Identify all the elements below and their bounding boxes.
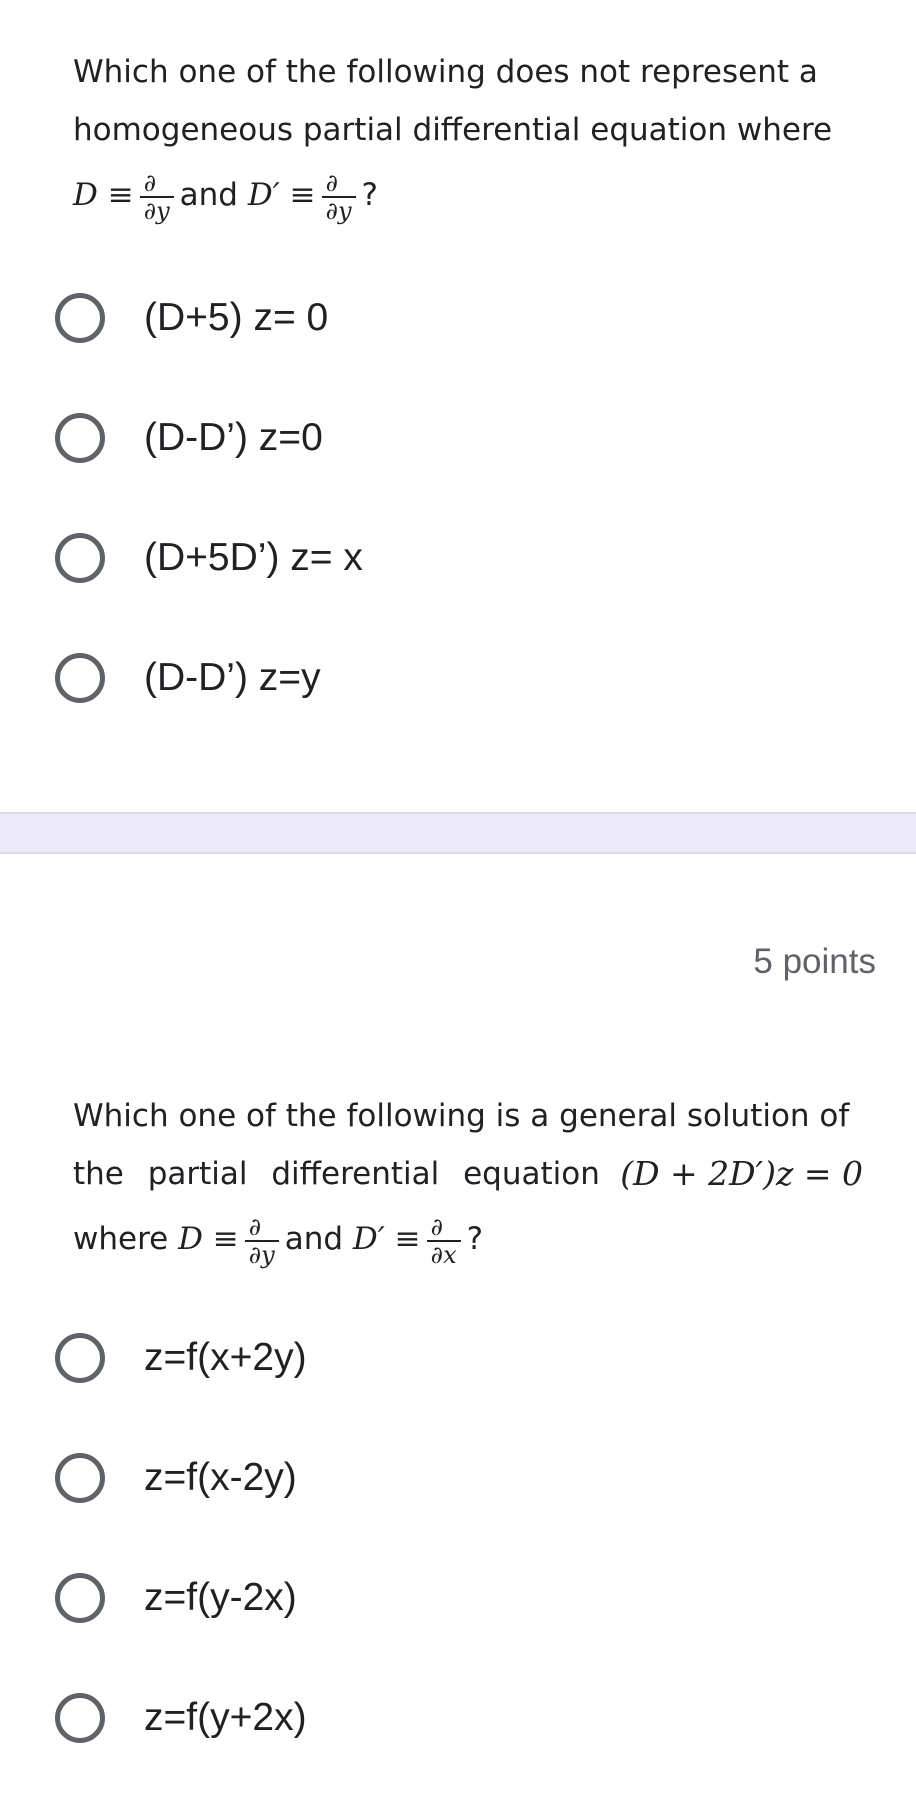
question-2-line-1: Which one of the following is a general solution of [73,1098,850,1134]
d-prime-operator: D′ ≡ [352,1221,421,1257]
option-label: z=f(x+2y) [144,1336,307,1379]
question-2-option-1[interactable] [55,1326,307,1390]
partial-fraction [427,1214,461,1268]
question-1-expression [73,159,859,231]
pde-equation: (D + 2D′)z = 0 [620,1154,863,1193]
fraction-numerator: ∂ [322,170,356,198]
question-2-expression [73,1203,863,1275]
d-prime-operator: D′ ≡ [247,177,316,213]
question-2-option-4[interactable] [55,1686,307,1750]
option-label: z=f(x-2y) [144,1456,297,1499]
radio-button[interactable] [55,1333,105,1383]
question-1-line-1: Which one of the following does not represent a [73,54,818,90]
points-label: 5 points [753,942,876,981]
and-word: and [179,177,238,213]
fraction-denominator: ∂y [248,1240,275,1269]
question-2-option-2[interactable] [55,1446,297,1510]
option-label: z=f(y-2x) [144,1576,297,1619]
question-1-text [73,43,859,231]
option-label: (D+5) z= 0 [144,296,329,339]
question-1-line-2: homogeneous partial differential equation where [73,112,833,148]
where-word: where [73,1221,169,1257]
partial-fraction [322,170,356,224]
radio-button[interactable] [55,1573,105,1623]
radio-button[interactable] [55,1693,105,1743]
radio-button[interactable] [55,533,105,583]
question-1-option-1[interactable] [55,286,328,350]
radio-button[interactable] [55,1453,105,1503]
option-label: z=f(y+2x) [144,1696,307,1739]
d-operator: D ≡ [178,1221,239,1257]
radio-button[interactable] [55,653,105,703]
question-2-text [73,1087,863,1275]
question-2-option-3[interactable] [55,1566,297,1630]
fraction-numerator: ∂ [245,1214,279,1242]
fraction-numerator: ∂ [427,1214,461,1242]
partial-fraction [140,170,174,224]
and-word: and [284,1221,344,1257]
fraction-numerator: ∂ [140,170,174,198]
question-mark: ? [361,177,379,213]
question-1-option-4[interactable] [55,646,321,710]
question-2-line-2-text: the partial differential equation [73,1156,600,1192]
radio-button[interactable] [55,413,105,463]
question-mark: ? [466,1221,484,1257]
section-divider [0,812,916,854]
fraction-denominator: ∂y [325,196,352,225]
option-label: (D+5D’) z= x [144,536,363,579]
question-1-option-3[interactable] [55,526,363,590]
option-label: (D-D’) z=y [144,656,321,699]
fraction-denominator: ∂y [143,196,170,225]
fraction-denominator: ∂x [430,1240,457,1269]
d-operator: D ≡ [73,177,134,213]
option-label: (D-D’) z=0 [144,416,323,459]
radio-button[interactable] [55,293,105,343]
question-2-line-2 [73,1145,863,1203]
partial-fraction [245,1214,279,1268]
question-1-option-2[interactable] [55,406,323,470]
